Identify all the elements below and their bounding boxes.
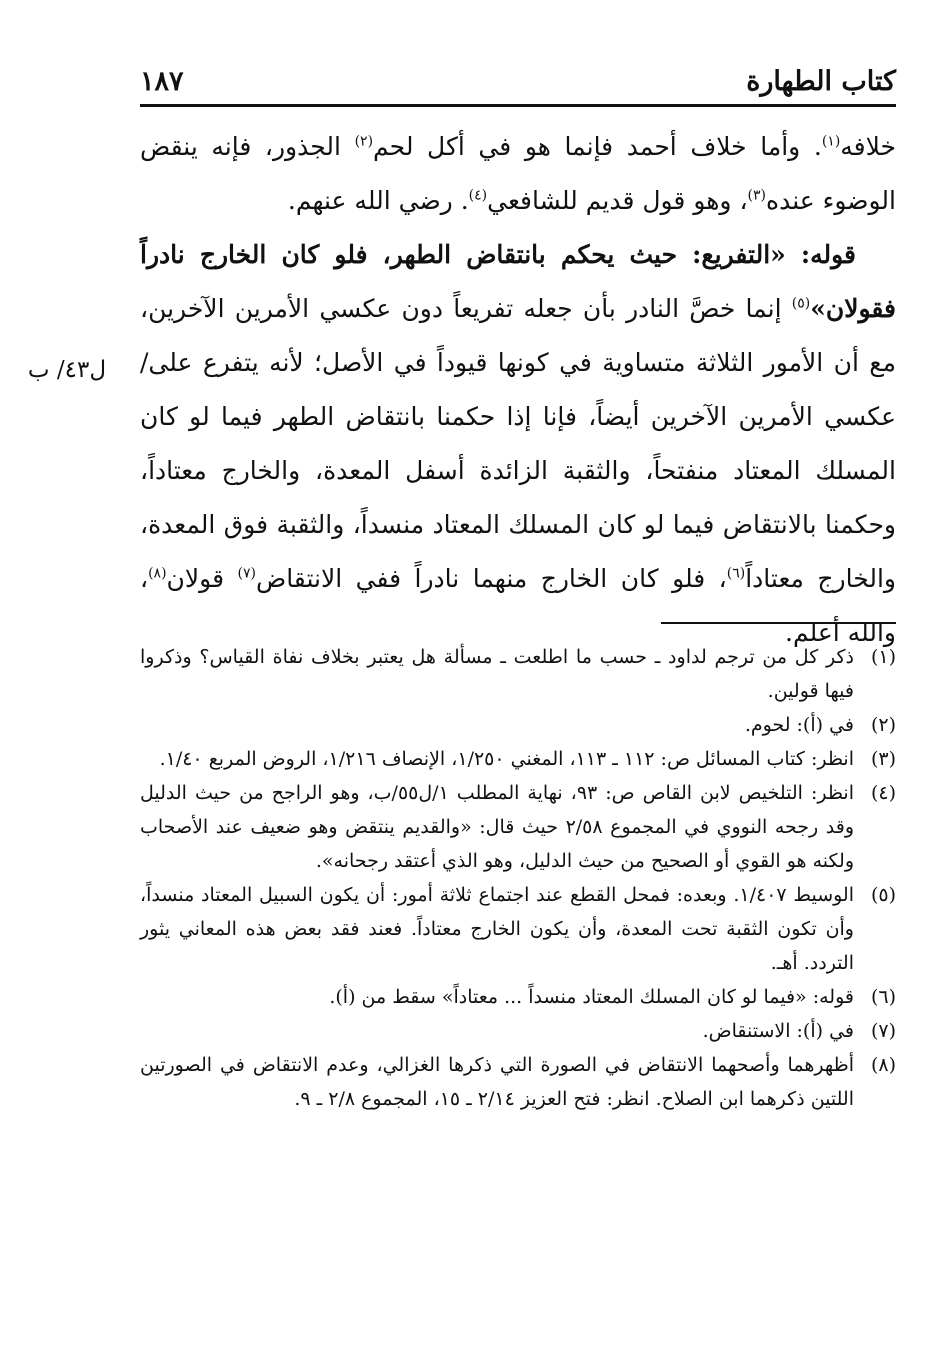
- text-segment: ، والله أعلم.: [140, 564, 896, 647]
- text-segment: الجذور، فإنه ينقض الوضوء عنده: [140, 132, 896, 215]
- footnote-marker-4[interactable]: (٤): [468, 187, 488, 204]
- footnote-text: انظر: كتاب المسائل ص: ١١٢ ـ ١١٣، المغني ١/٢٥٠، الإنصاف ١/٢١٦، الروض المربع ١/٤٠.: [159, 748, 854, 770]
- manuscript-folio-note: ل٤٣/ ب: [27, 357, 107, 383]
- footnote-number: (٢): [870, 714, 896, 736]
- footnote: [140, 708, 896, 742]
- footnote-number: (٥): [870, 884, 896, 906]
- footnotes: [140, 640, 896, 1116]
- footnote-number: (٦): [870, 986, 896, 1008]
- footnote-text: في (أ): لحوم.: [744, 714, 854, 736]
- paragraph-1: [140, 120, 896, 228]
- footnote-text: ذكر كل من ترجم لداود ـ حسب ما اطلعت ـ مسألة هل يعتبر بخلاف نفاة القياس؟ وذكروا فيها قولين.: [140, 646, 854, 702]
- footnote-text: انظر: التلخيص لابن القاص ص: ٩٣، نهاية المطلب ١/ل٥٥/ب، وهو الراجح من حيث الدليل وقد رجحه النووي في المجموع ٢/٥٨ حيث قال: «والقديم ينتقض وهو ضعيف عند الأصحاب ولكنه هو القوي أو الصحيح من حيث الدليل، وهو الذي أعتقد رجحانه».: [140, 782, 854, 872]
- header-rule: [140, 104, 896, 107]
- quoted-matn: قوله: «التفريع: حيث يحكم بانتقاض الطهر، فلو كان الخارج نادراً فقولان»: [140, 240, 896, 323]
- footnote-text: الوسيط ١/٤٠٧. وبعده: فمحل القطع عند اجتماع ثلاثة أمور: أن يكون السبيل المعتاد منسداً، وأن تكون الثقبة تحت المعدة، وأن يكون الخارج معتاداً. فعند فقد بعض هذه المعاني يثور التردد. أهـ.: [140, 884, 854, 974]
- footnote: [140, 640, 896, 708]
- footnote: [140, 776, 896, 878]
- footnote-number: (٨): [870, 1054, 896, 1076]
- text-segment: قولان: [166, 564, 238, 593]
- running-head: [140, 58, 896, 102]
- footnote: [140, 878, 896, 980]
- footnote-text: أظهرهما وأصحهما الانتقاض في الصورة التي ذكرها الغزالي، وعدم الانتقاض في الصورتين اللتين ذكرهما ابن الصلاح. انظر: فتح العزيز ٢/١٤ ـ ١٥، المجموع ٢/٨ ـ ٩.: [140, 1054, 854, 1110]
- text-segment: . وأما خلاف أحمد فإنما هو في أكل لحم: [373, 132, 822, 161]
- text-segment: . رضي الله عنهم.: [287, 186, 469, 215]
- footnote-number: (١): [870, 646, 896, 668]
- text-segment: إنما خصَّ النادر بأن جعله تفريعاً دون عكسي الأمرين الآخرين، مع أن الأمور الثلاثة متساوية في كونها قيوداً في الأصل؛ لأنه يتفرع على/عكسي الأمرين الآخرين أيضاً، فإنا إذا حكمنا بانتقاض الطهر فيما لو كان المسلك المعتاد منفتحاً، والثقبة الزائدة أسفل المعدة، والخارج معتاداً، وحكمنا بالانتقاض فيما لو كان المسلك المعتاد منسداً، والثقبة فوق المعدة، والخارج معتاداً: [140, 294, 896, 593]
- footnote-number: (٤): [870, 782, 896, 804]
- footnote-separator: [661, 622, 896, 624]
- footnote: [140, 742, 896, 776]
- footnote-marker-5[interactable]: (٥): [791, 295, 811, 312]
- footnote-marker-7[interactable]: (٧): [237, 565, 256, 582]
- footnote-marker-3[interactable]: (٣): [747, 187, 766, 204]
- paragraph-2: [140, 228, 896, 660]
- footnote: [140, 980, 896, 1014]
- footnote-marker-8[interactable]: (٨): [148, 565, 167, 582]
- footnote-number: (٣): [870, 748, 896, 770]
- text-segment: ، وهو قول قديم للشافعي: [487, 186, 748, 215]
- page-number: ١٨٧: [140, 66, 184, 97]
- footnote: [140, 1014, 896, 1048]
- footnote: [140, 1048, 896, 1116]
- footnote-marker-6[interactable]: (٦): [726, 565, 746, 582]
- running-title: كتاب الطهارة: [746, 66, 896, 97]
- text-segment: خلافه: [840, 132, 897, 161]
- footnote-number: (٧): [870, 1020, 896, 1042]
- footnote-text: قوله: «فيما لو كان المسلك المعتاد منسداً ... معتاداً» سقط من (أ).: [329, 986, 854, 1008]
- footnote-text: في (أ): الاستنقاض.: [702, 1020, 854, 1042]
- footnote-marker-1[interactable]: (١): [821, 133, 841, 150]
- footnote-marker-2[interactable]: (٢): [354, 133, 374, 150]
- text-segment: ، فلو كان الخارج منهما نادراً ففي الانتقاض: [255, 564, 727, 593]
- main-text: [140, 120, 896, 660]
